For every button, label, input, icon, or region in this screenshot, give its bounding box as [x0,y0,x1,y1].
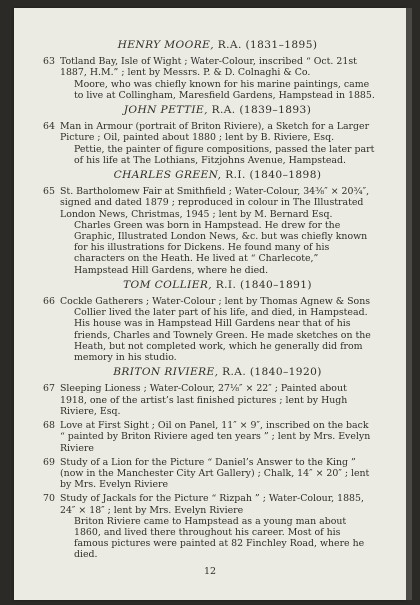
catalogue-entry [43,121,375,166]
artist-note: Pettie, the painter of figure compositions, passed the later part of his life at The Lothians, Fitzjohns Avenue, Hampstead. [74,143,375,166]
entry-description: Totland Bay, Isle of Wight ; Water-Colour, inscribed “ Oct. 21st 1887, H.M.” ; lent by Messrs. P. & D. Colnaghi & Co. [60,56,357,79]
artist-heading [60,367,375,378]
catalogue-entry [43,493,375,561]
artist-heading [60,40,375,51]
catalogue-entry [43,420,375,454]
entry-description: Study of Jackals for the Picture “ Rizpah ” ; Water-Colour, 1885, 24″ × 18″ ; lent by Mrs. Evelyn Riviere [60,493,364,516]
artist-dates: R.A. (1831–1895) [213,39,318,51]
entry-description: Cockle Gatherers ; Water-Colour ; lent by Thomas Agnew & Sons [60,296,371,308]
artist-dates: R.A. (1839–1893) [207,104,312,117]
artist-note: Collier lived the later part of his life, and died, in Hampstead. His house was in Hampstead Hill Gardens near that of his friends, Charles and Townely Green. He made sketches on the Heath, but not completed work, which he generally did from memory in his studio. [74,307,371,364]
entry-number: 64 [43,121,55,133]
entry-number: 69 [43,456,55,468]
entry-number: 66 [43,296,55,308]
artist-dates: R.I. (1840–1891) [211,278,312,291]
entry-number: 65 [43,186,55,198]
catalogue-entry [43,296,375,364]
entry-description: Sleeping Lioness ; Water-Colour, 27⅛″ × 22″ ; Painted about 1918, one of the artist’s last finished pictures ; lent by Hugh Riviere, Esq. [60,383,348,417]
artist-name: TOM COLLIER, [123,278,212,291]
book-edge [406,8,412,600]
artist-name: JOHN PETTIE, [123,104,208,117]
catalogue-entry [43,456,375,491]
artist-heading [60,170,375,181]
page-number: 12 [203,566,217,577]
page-content [43,36,375,564]
artist-dates: R.I. (1840–1898) [221,169,322,182]
entry-number: 63 [43,56,55,68]
entry-number: 70 [43,493,55,505]
catalogue-entry [43,383,375,417]
catalogue-page [14,8,406,600]
entry-description: Study of a Lion for the Picture “ Daniel’s Answer to the King ” (now in the Manchester City Art Gallery) ; Chalk, 14″ × 20″ ; lent by Mrs. Evelyn Riviere [60,456,370,491]
artist-note: Briton Riviere came to Hampstead as a young man about 1860, and lived there throughout his career. Most of his famous pictures were painted at 82 Finchley Road, where he died. [74,515,365,561]
artist-note: Moore, who was chiefly known for his marine paintings, came to live at Collingham, Maresfield Gardens, Hampstead in 1885. [74,78,375,101]
catalogue-entry [43,56,375,101]
entry-number: 68 [43,420,55,432]
artist-name: HENRY MOORE, [117,39,214,51]
artist-note: Charles Green was born in Hampstead. He drew for the Graphic, Illustrated London News, &c. but was chiefly known for his illustrations for Dickens. He found many of his characters on the Heath. He lived at “ Charlecote,” Hampstead Hill Gardens, where he died. [74,219,368,276]
artist-dates: R.A. (1840–1920) [218,366,322,379]
catalogue-entry [43,186,375,276]
artist-name: CHARLES GREEN, [113,169,222,182]
artist-name: BRITON RIVIERE, [113,366,219,379]
artist-heading [60,280,375,291]
entry-description: St. Bartholomew Fair at Smithfield ; Water-Colour, 34⅜″ × 20¾″, signed and dated 1879 ; reproduced in colour in The Illustrated London News, Christmas, 1945 ; lent by M. Bernard Esq. [60,186,370,220]
artist-heading [60,105,375,116]
entry-number: 67 [43,383,55,395]
entry-description: Man in Armour (portrait of Briton Riviere), a Sketch for a Larger Picture ; Oil, painted about 1880 ; lent by B. Riviere, Esq. [60,121,370,144]
entry-description: Love at First Sight ; Oil on Panel, 11″ × 9″, inscribed on the back “ painted by Briton Riviere aged ten years ” ; lent by Mrs. Evelyn Riviere [60,420,371,454]
